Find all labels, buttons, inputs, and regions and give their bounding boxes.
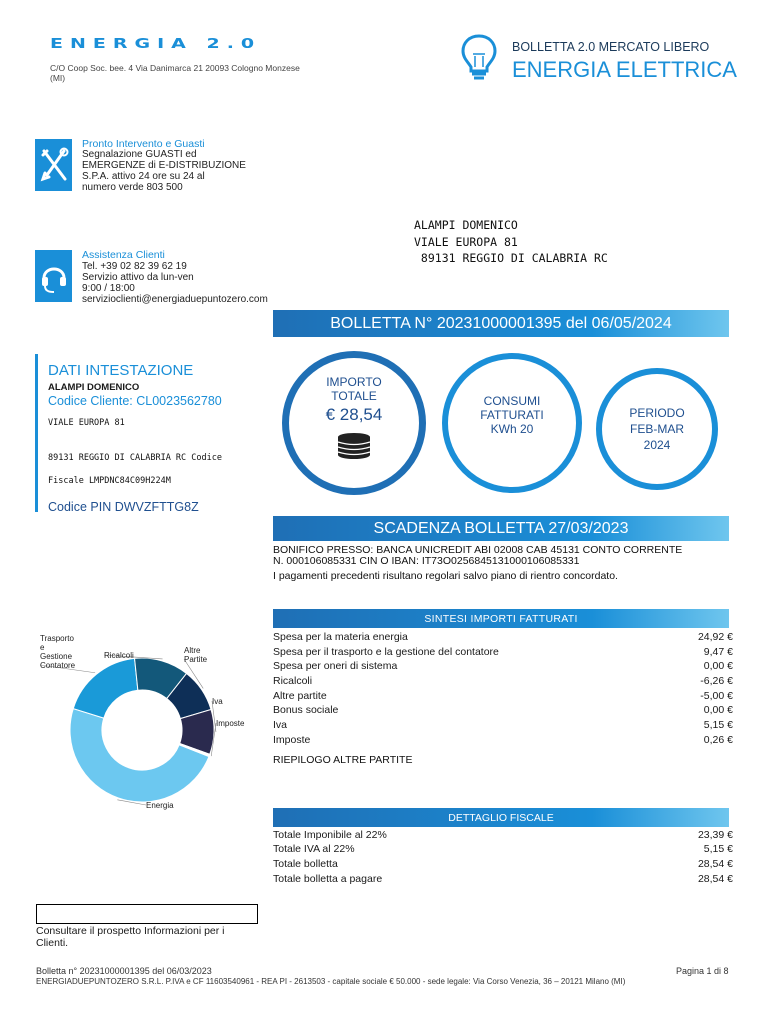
sintesi-row [273,704,733,719]
consumi-line1: CONSUMI [483,394,541,408]
donut-label-1: e [40,643,45,652]
sintesi-banner: SINTESI IMPORTI FATTURATI [273,609,729,628]
consumi-line2: FATTURATI [480,408,544,422]
importo-value: € 28,54 [325,405,383,424]
consult-note: Consultare il prospetto Informazioni per i Clienti. [36,925,225,949]
sintesi-row [273,734,733,749]
donut-label-1: Contatore [40,661,76,670]
sintesi-row [273,660,733,675]
donut-slice-1 [73,658,138,718]
row-value: 0,26 € [703,734,733,746]
sintesi-row [273,646,733,661]
row-label: Totale bolletta [273,858,338,870]
footer-legal: ENERGIADUEPUNTOZERO S.R.L. P.IVA e CF 11603540961 - REA PI - 2613503 - capitale sociale € 50.000 - sede legale: Via Corso Venezia, 36 – 20121 Milano (MI) [36,977,626,986]
importo-label-line1: IMPORTO [326,375,382,389]
codice-pin: Codice PIN DWVZFTTG8Z [48,500,199,514]
company-address: C/O Coop Soc. bee. 4 Via Danimarca 21 20093 Cologno Monzese (MI) [50,63,300,83]
row-label: Totale IVA al 22% [273,843,355,855]
donut-label-0: Energia [146,801,174,810]
row-value: 5,15 € [703,719,733,731]
donut-label-1: Gestione [40,652,73,661]
footer-bill-ref: Bolletta n° 20231000001395 del 06/03/2023 [36,966,212,976]
row-value: 0,00 € [703,704,733,716]
dati-accent-bar [35,354,38,512]
lightbulb-icon [458,32,500,82]
periodo-line2: FEB-MAR [630,422,684,436]
bonifico-line2: N. 000106085331 CIN O IBAN: IT73O0256845131000106085331 [273,555,580,567]
product-title: ENERGIA ELETTRICA [512,57,737,82]
pagamenti-note: I pagamenti precedenti risultano regolari salvo piano di rientro concordato. [273,570,618,582]
donut-label-2: Ricalcoli [104,651,134,660]
dati-city: 89131 REGGIO DI CALABRIA RC Codice [48,453,222,463]
recipient-city: 89131 REGGIO DI CALABRIA RC [414,251,608,265]
sintesi-row [273,719,733,734]
periodo-line1: PERIODO [629,406,685,420]
scadenza-banner: SCADENZA BOLLETTA 27/03/2023 [273,516,729,541]
coins-icon [334,431,374,461]
row-value: 24,92 € [697,631,733,643]
headset-icon [35,250,72,302]
consumi-circle [442,353,582,493]
donut-label-3: Altre [184,646,201,655]
donut-label-4: Iva [212,697,223,706]
fiscale-banner: DETTAGLIO FISCALE [273,808,729,827]
riepilogo-label: RIEPILOGO ALTRE PARTITE [273,754,413,766]
row-value: 9,47 € [703,646,733,658]
row-label: Imposte [273,734,311,746]
dati-title: DATI INTESTAZIONE [48,362,194,379]
pronto-body [82,149,246,193]
fiscale-row [273,829,733,844]
row-label: Totale bolletta a pagare [273,873,383,885]
row-label: Spesa per la materia energia [273,631,408,643]
assistenza-body [82,261,268,305]
assistenza-line: 9:00 / 18:00 [82,283,135,294]
row-value: -5,00 € [700,690,733,702]
pronto-title: Pronto Intervento e Guasti [82,138,205,150]
dati-street: VIALE EUROPA 81 [48,418,125,428]
row-value: 28,54 € [697,858,733,870]
consumi-line3: KWh 20 [490,422,534,436]
row-value: 0,00 € [703,660,733,672]
recipient-street: VIALE EUROPA 81 [414,234,518,249]
empty-box [36,904,258,924]
donut-label-1: Trasporto [40,634,74,643]
sintesi-row [273,690,733,705]
assistenza-line: Servizio attivo da lun-ven [82,272,194,283]
tools-icon [35,139,72,191]
pronto-line: numero verde 803 500 [82,182,183,193]
row-label: Iva [273,719,288,731]
row-label: Totale Imponibile al 22% [273,829,387,841]
row-label: Ricalcoli [273,675,313,687]
sintesi-row [273,675,733,690]
assistenza-line: Tel. +39 02 82 39 62 19 [82,261,187,272]
row-label: Spesa per il trasporto e la gestione del contatore [273,646,499,658]
importo-totale-circle [282,351,426,495]
sintesi-row [273,631,733,646]
row-label: Altre partite [273,690,327,702]
row-label: Bonus sociale [273,704,339,716]
donut-label-3: Partite [184,655,208,664]
row-value: 23,39 € [697,829,733,841]
company-logo: ENERGIA 2.0 [50,36,262,52]
assistenza-email[interactable]: servizioclienti@energiaduepuntozero.com [82,294,268,305]
row-value: 5,15 € [703,843,733,855]
page-number: Pagina 1 di 8 [676,966,729,976]
costs-donut-chart [30,634,245,820]
recipient-block [414,217,608,267]
fiscale-row [273,858,733,873]
row-value: -6,26 € [700,675,733,687]
bolletta-title-banner: BOLLETTA N° 20231000001395 del 06/05/2024 [273,310,729,337]
pronto-line: S.P.A. attivo 24 ore su 24 al [82,171,205,182]
donut-label-5: Imposte [216,719,245,728]
assistenza-title: Assistenza Clienti [82,249,165,261]
recipient-name: ALAMPI DOMENICO [414,218,518,232]
bonifico-line1: BONIFICO PRESSO: BANCA UNICREDIT ABI 02008 CAB 45131 CONTO CORRENTE [273,544,683,556]
pronto-line: Segnalazione GUASTI ed [82,149,197,160]
codice-cliente: Codice Cliente: CL0023562780 [48,394,222,408]
periodo-line3: 2024 [643,438,671,452]
dati-fiscale: Fiscale LMPDNC84C09H224M [48,476,171,486]
row-value: 28,54 € [697,873,733,885]
importo-label-line2: TOTALE [331,389,377,403]
fiscale-row [273,873,733,888]
periodo-circle [596,368,718,490]
product-line: BOLLETTA 2.0 MERCATO LIBERO [512,40,710,54]
importo-label [289,375,419,403]
pronto-line: EMERGENZE di E-DISTRIBUZIONE [82,160,246,171]
row-label: Spesa per oneri di sistema [273,660,398,672]
fiscale-row [273,843,733,858]
dati-name: ALAMPI DOMENICO [48,382,140,393]
